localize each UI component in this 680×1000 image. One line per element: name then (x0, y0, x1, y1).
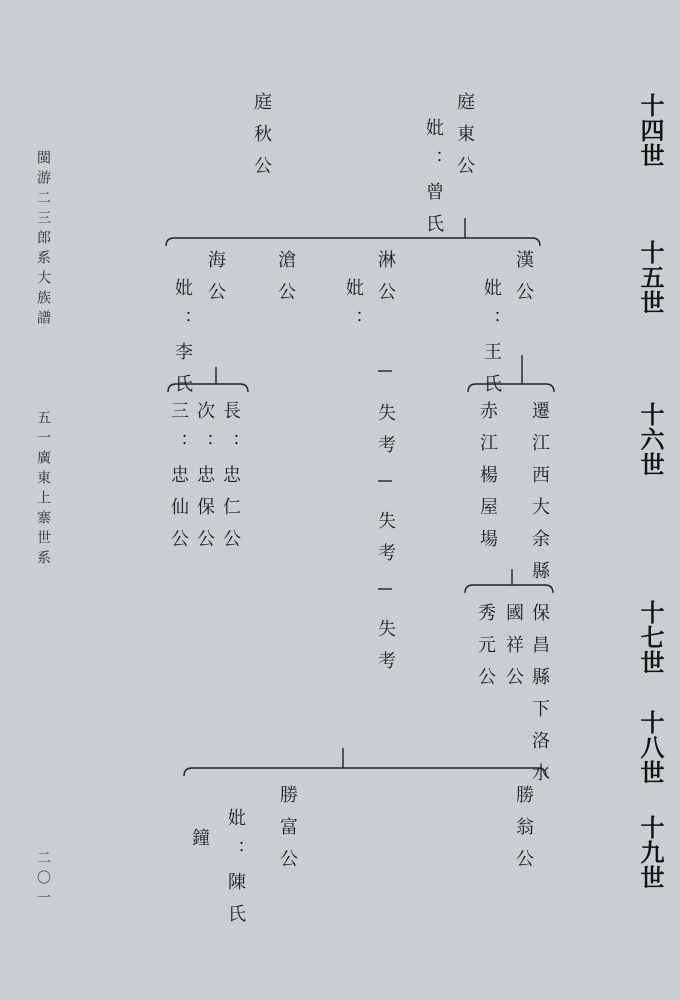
person-xiuyuan: 秀元公 (475, 603, 496, 699)
person-lin: 淋公 (375, 250, 396, 314)
hai-son-eldest: 長：忠仁公 (220, 401, 241, 561)
generation-label-19: 十九世 (636, 815, 665, 890)
lin-unknown-17: 失考 (375, 511, 396, 575)
hai-son-second: 次：忠保公 (194, 401, 215, 561)
person-han: 漢公 (513, 250, 534, 314)
hai-son-third: 三：忠仙公 (168, 401, 189, 561)
person-zhong: 鐘 (189, 828, 210, 860)
spouse-han: 妣：王氏 (481, 278, 502, 406)
generation-label-15: 十五世 (636, 240, 665, 315)
han-child-chijiang: 赤江楊屋場 (477, 401, 498, 561)
person-cang: 滄公 (275, 250, 296, 314)
gen15-bracket (166, 238, 540, 246)
generation-label-17: 十七世 (636, 600, 665, 675)
spouse-ting-dong: 妣：曾氏 (423, 118, 444, 246)
person-ting-qiu: 庭秋公 (251, 92, 272, 188)
generation-label-18: 十八世 (636, 710, 665, 785)
lin-unknown-18: 失考 (375, 619, 396, 683)
page-number: 二〇一 (35, 850, 51, 910)
gen19-bracket (184, 768, 546, 776)
person-guoxiang: 國祥公 (503, 603, 524, 699)
han-child-relocated: 遷江西大余縣 (529, 401, 550, 593)
person-sheng-fu: 勝富公 (277, 785, 298, 881)
section-title: 五一廣東上寨世系 (35, 410, 51, 570)
place-baochang: 保昌縣下洛水 (529, 603, 550, 795)
person-sheng-weng: 勝翁公 (513, 785, 534, 881)
lin-unknown-16: 失考 (375, 403, 396, 467)
book-title: 閩游二三郎系大族譜 (35, 150, 51, 330)
spouse-sheng-fu: 妣：陳氏 (225, 808, 246, 936)
generation-label-16: 十六世 (636, 402, 665, 477)
spouse-lin: 妣： (343, 278, 364, 342)
person-ting-dong: 庭東公 (454, 92, 475, 188)
person-hai: 海公 (205, 250, 226, 314)
generation-label-14: 十四世 (636, 93, 665, 168)
spouse-hai: 妣：李氏 (172, 278, 193, 406)
